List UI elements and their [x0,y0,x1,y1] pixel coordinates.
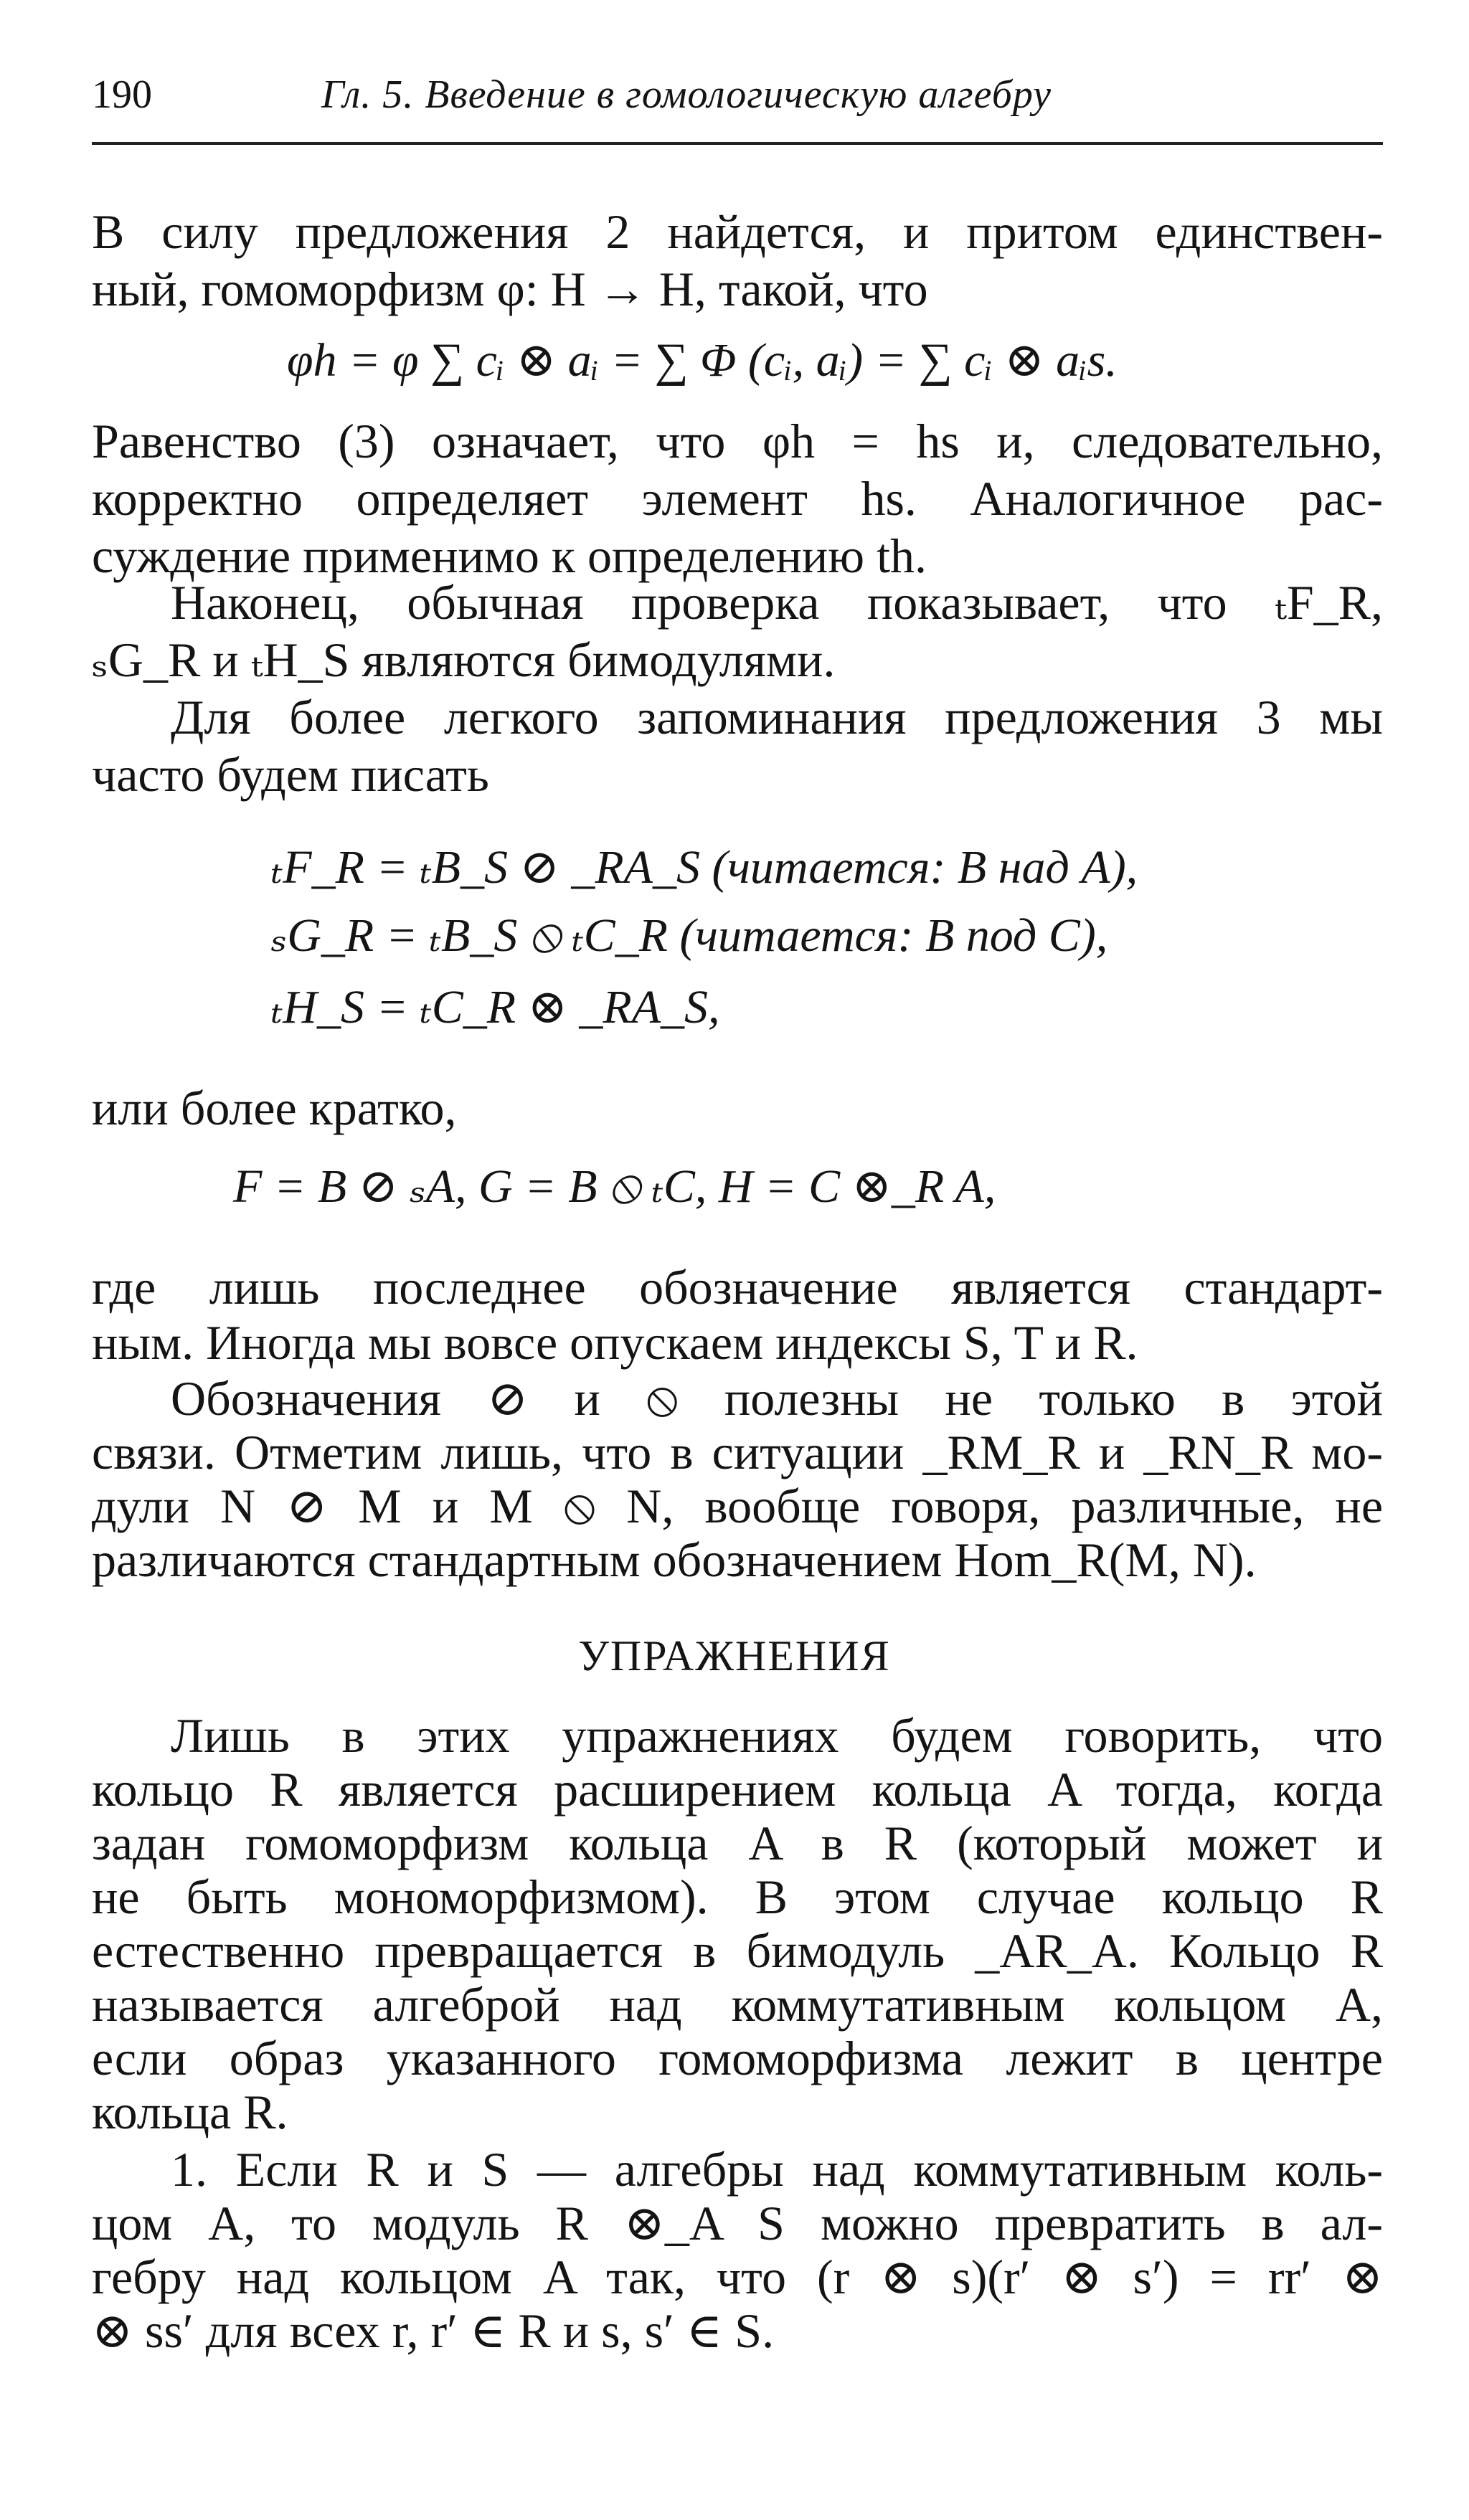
equation-H: ₜH_S = ₜC_R ⊗ _RA_S, [271,981,720,1033]
text-line: суждение применимо к определению th. [92,529,927,583]
equation-G: ₛG_R = ₜB_S ⦸ ₜC_R (читается: B под C), [271,909,1108,962]
text-line: естественно превращается в бимодуль _AR_A. Кольцо R [92,1923,1383,1978]
text-line: кольца R. [92,2085,288,2139]
text-line: Равенство (3) означает, что φh = hs и, следовательно, [92,414,1383,468]
exercise-line: цом A, то модуль R ⊗_A S можно превратить в ал- [92,2196,1383,2250]
text-line: ный, гомоморфизм φ: H → H, такой, что [92,262,928,316]
text-line: часто будем писать [92,747,489,802]
header-rule [92,142,1383,145]
text-line: или более кратко, [92,1081,457,1135]
text-line: Для более легкого запоминания предложения 3 мы [171,690,1383,744]
text-line: Обозначения ⊘ и ⦸ полезны не только в этой [171,1371,1383,1426]
text-line: задан гомоморфизм кольца A в R (который может и [92,1816,1383,1870]
text-line: связи. Отметим лишь, что в ситуации _RM_R и _RN_R мо- [92,1425,1383,1479]
text-line: где лишь последнее обозначение является стандарт- [92,1260,1383,1315]
equation-phi-h: φh = φ ∑ cᵢ ⊗ aᵢ = ∑ Φ (cᵢ, aᵢ) = ∑ cᵢ ⊗ aᵢs. [287,334,1118,387]
text-line: ₛG_R и ₜH_S являются бимодулями. [92,633,836,687]
text-line: дули N ⊘ M и M ⦸ N, вообще говоря, различные, не [92,1479,1383,1533]
equation-short-notation: F = B ⊘ ₛA, G = B ⦸ ₜC, H = C ⊗_R A, [233,1160,996,1213]
equation-F: ₜF_R = ₜB_S ⊘ _RA_S (читается: B над A), [271,841,1138,894]
exercise-line: гебру над кольцом A так, что (r ⊗ s)(r′ ⊗ s′) = rr′ ⊗ [92,2250,1383,2304]
page-number: 190 [92,72,152,117]
text-line: В силу предложения 2 найдется, и притом единствен- [92,204,1383,259]
text-line: если образ указанного гомоморфизма лежит в центре [92,2031,1383,2085]
text-line: Наконец, обычная проверка показывает, что ₜF_R, [171,575,1383,630]
text-line: называется алгеброй над коммутативным кольцом A, [92,1977,1383,2032]
text-line: ным. Иногда мы вовсе опускаем индексы S, T и R. [92,1315,1138,1370]
exercise-line: ⊗ ss′ для всех r, r′ ∈ R и s, s′ ∈ S. [92,2303,775,2358]
running-title: Гл. 5. Введение в гомологическую алгебру [321,72,1052,117]
text-line: не быть мономорфизмом). В этом случае кольцо R [92,1870,1383,1924]
text-line: корректно определяет элемент hs. Аналогичное рас- [92,471,1383,526]
exercise-line: 1. Если R и S — алгебры над коммутативным коль- [171,2142,1383,2197]
text-line: Лишь в этих упражнениях будем говорить, что [171,1708,1383,1763]
running-header [92,72,1383,140]
text-line: различаются стандартным обозначением Hom_R(M, N). [92,1533,1257,1587]
text-line: кольцо R является расширением кольца A тогда, когда [92,1762,1383,1816]
section-heading: УПРАЖНЕНИЯ [578,1632,891,1680]
